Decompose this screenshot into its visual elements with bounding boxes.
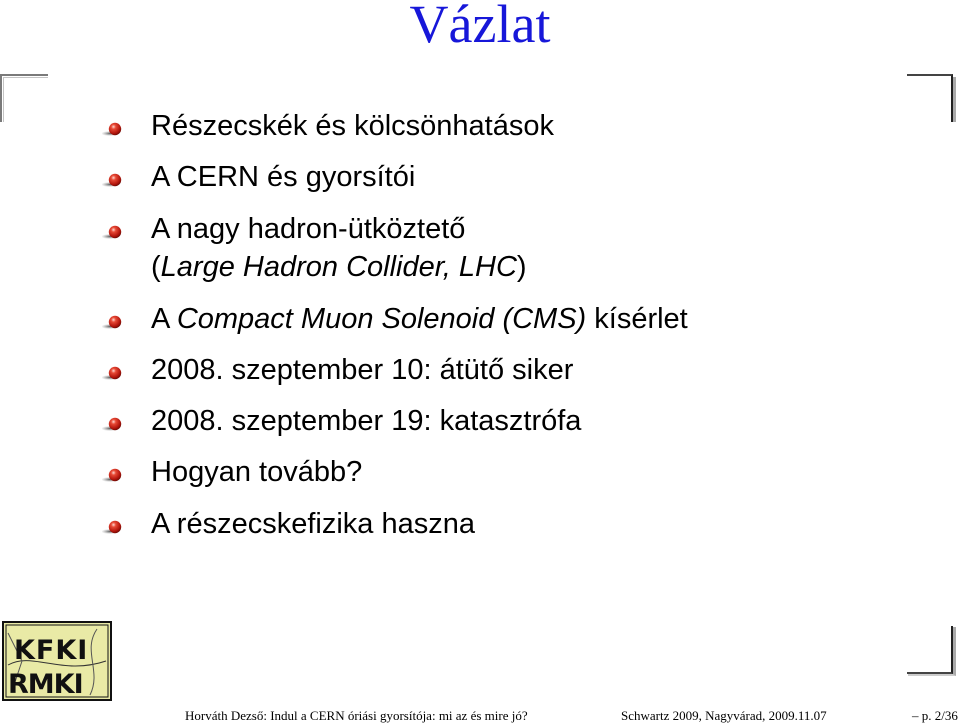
bullet-ball-icon bbox=[102, 366, 122, 380]
bullet-text: A részecskefizika haszna bbox=[151, 508, 475, 540]
bullet-text bbox=[151, 302, 688, 336]
footer-author-title: Horváth Dezső: Indul a CERN óriási gyorsítója: mi az és mire jó? bbox=[185, 708, 528, 723]
kfki-rmki-logo bbox=[2, 621, 112, 701]
bullet-ball-icon bbox=[102, 122, 122, 136]
bullet-text: 2008. szeptember 19: katasztrófa bbox=[151, 405, 582, 437]
logo-text-top: KFKI bbox=[14, 635, 89, 666]
bullet-ball-icon bbox=[102, 417, 122, 431]
italic-term: Compact Muon Solenoid (CMS) bbox=[176, 303, 587, 335]
bullet-text: Hogyan tovább? bbox=[151, 456, 363, 488]
bullet-prefix: A bbox=[151, 303, 177, 335]
frame-corner-top-right bbox=[907, 74, 953, 122]
paren-close: ) bbox=[516, 251, 527, 283]
bullet-ball-icon bbox=[102, 315, 122, 329]
logo-text-bottom: RMKI bbox=[8, 669, 83, 700]
bullet-ball-icon bbox=[102, 173, 122, 187]
bullet-text-line-2 bbox=[151, 250, 527, 284]
bullet-text: 2008. szeptember 10: átütő siker bbox=[151, 354, 574, 386]
bullet-text-line-1: A nagy hadron-ütköztető bbox=[151, 213, 466, 245]
bullet-ball-icon bbox=[102, 225, 122, 239]
paren-open: ( bbox=[151, 251, 161, 283]
footer-page-number: – p. 2/36 bbox=[912, 708, 958, 723]
italic-term: Large Hadron Collider, LHC bbox=[160, 251, 517, 283]
frame-corner-bottom-right bbox=[907, 626, 953, 674]
bullet-text: Részecskék és kölcsönhatások bbox=[151, 110, 554, 142]
bullet-ball-icon bbox=[102, 520, 122, 534]
footer-event-date: Schwartz 2009, Nagyvárad, 2009.11.07 bbox=[621, 708, 827, 723]
bullet-suffix: kísérlet bbox=[586, 303, 688, 335]
bullet-text: A CERN és gyorsítói bbox=[151, 161, 416, 193]
frame-corner-top-left bbox=[0, 74, 48, 122]
slide-title: Vázlat bbox=[409, 0, 551, 54]
bullet-ball-icon bbox=[102, 468, 122, 482]
